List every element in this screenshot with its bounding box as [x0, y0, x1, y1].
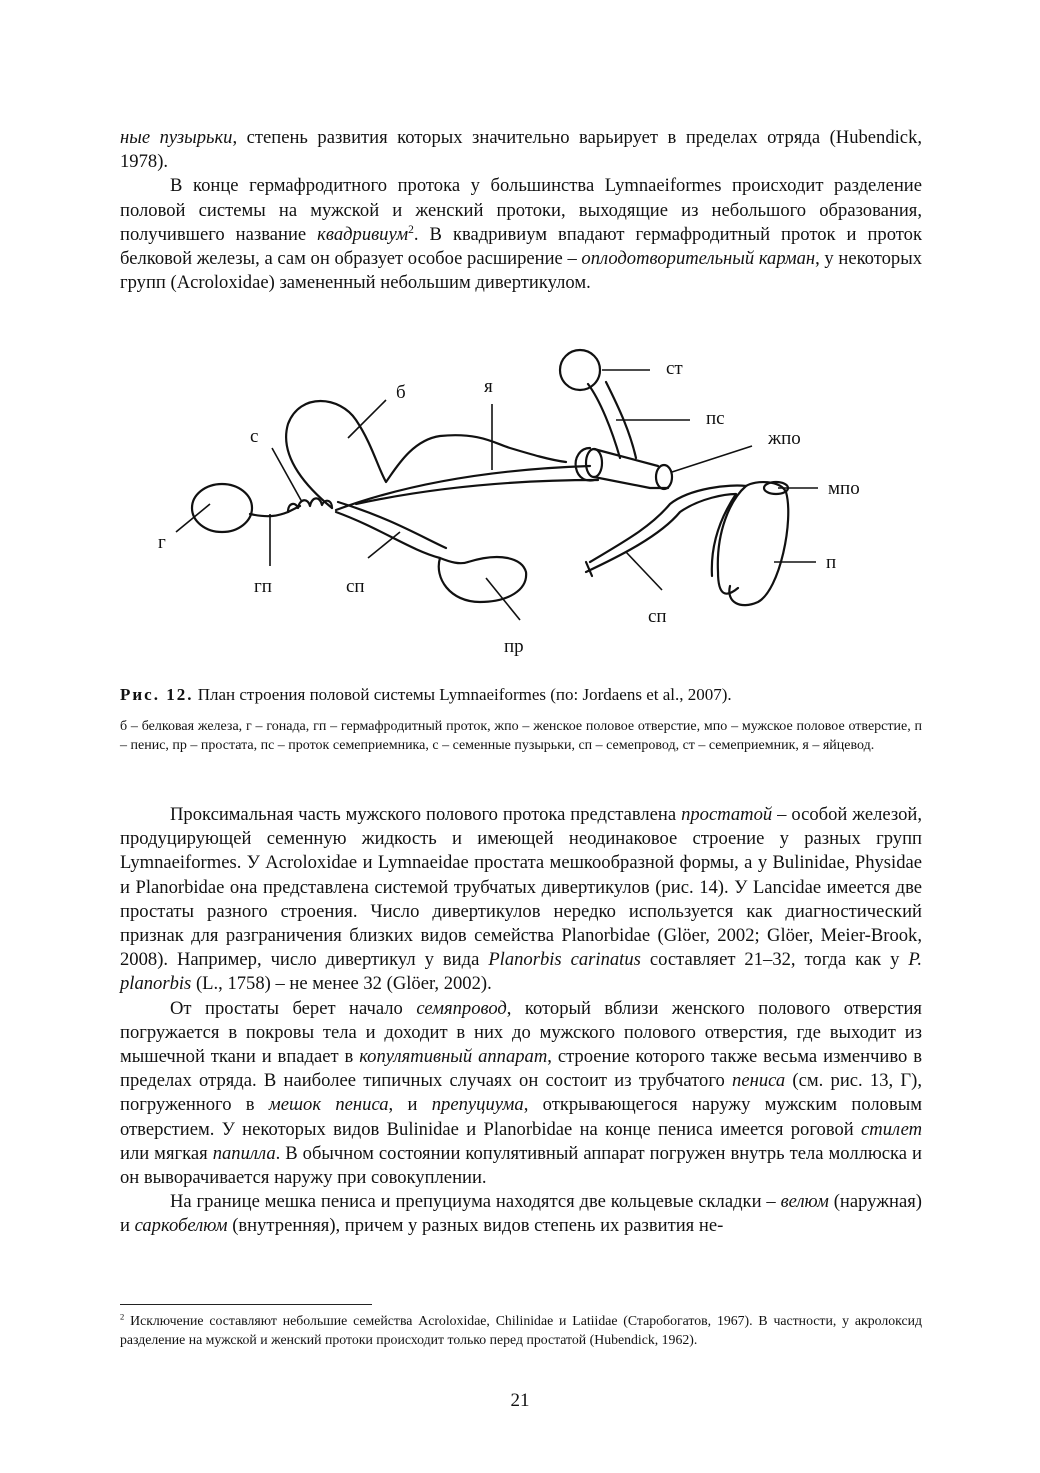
- footnote: [120, 1311, 922, 1349]
- label-sp2: сп: [648, 606, 667, 627]
- paragraph-text: (наружная) и: [120, 1191, 922, 1237]
- label-ya: я: [484, 376, 493, 397]
- page-number: 21: [510, 1390, 530, 1411]
- vas-deferens-inner: [586, 494, 736, 576]
- italic-term: P. planorbis: [120, 949, 922, 995]
- paragraph-text: или мягкая: [120, 1142, 213, 1164]
- gonad-shape: [192, 484, 252, 532]
- paragraph-text: На границе мешка пениса и препуциума находятся две кольцевые складки –: [170, 1191, 781, 1213]
- sperm-duct-inner: [338, 502, 446, 548]
- top-text: [120, 126, 922, 295]
- paragraph-text: , степень развития которых значительно варьирует в пределах отряда (Hubendick, 1978).: [120, 127, 923, 173]
- paragraph-text: В конце гермафродитного протока у большинства Lymnaeiformes происходит разделение половой системы на мужской и женский протоки, выходящие из небольшого образования, получившего название: [120, 175, 922, 245]
- italic-term: квадривиум: [317, 223, 409, 245]
- paragraph-text: От простаты берет начало: [170, 997, 417, 1019]
- italic-term: Planorbis carinatus: [488, 949, 641, 971]
- paragraph-text: , у некоторых групп (Acroloxidae) замененный небольшим дивертикулом.: [120, 248, 922, 294]
- italic-term: оплодотворительный карман: [581, 248, 816, 270]
- italic-term: простатой: [681, 804, 773, 825]
- quadrivium-ring: [586, 449, 602, 477]
- paragraph-text: . В обычном состоянии копулятивный аппарат погружен внутрь тела моллюска и он выворачивается наружу при совокуплении.: [120, 1142, 922, 1189]
- figure-label: Рис. 12.: [120, 685, 194, 704]
- figure-12: [150, 340, 890, 670]
- paragraph-5: [120, 1190, 922, 1238]
- female-opening-shape: [656, 465, 672, 489]
- italic-term: мешок пениса: [268, 1094, 389, 1116]
- paragraph-text: . В квадривиум впадают гермафродитный проток и проток белковой железы, а сам он образует особое расширение –: [120, 223, 922, 270]
- italic-term: копулятивный аппарат: [359, 1046, 548, 1068]
- label-b: б: [396, 382, 406, 403]
- label-mpo: мпо: [828, 478, 860, 499]
- italic-term: семяпровод: [416, 997, 507, 1019]
- leader-s: [272, 448, 302, 502]
- paragraph-text: , и: [388, 1094, 432, 1116]
- penis-sheath-shape: [729, 482, 788, 605]
- reproductive-system-diagram: [150, 340, 890, 670]
- paragraph-text: , открывающегося наружу мужским половым отверстием. У некоторых видов Bulinidae и Planorbidae на конце пениса имеется роговой: [120, 1094, 922, 1140]
- hermaphroditic-duct: [250, 506, 300, 516]
- label-zhpo: жпо: [768, 428, 801, 449]
- label-st: ст: [666, 358, 683, 379]
- italic-term: ные пузырьки: [120, 127, 233, 148]
- italic-term: велюм: [780, 1191, 829, 1213]
- prostate-shape: [439, 557, 526, 602]
- paragraph-3: [120, 803, 922, 997]
- paragraph-text: – особой железой, продуцирующей семенную жидкость и имеющей неодинаковое строение у разных групп Lymnaeiformes. У Acroloxidae и Lymnaeidae простата мешкообразной формы, а у Bulinidae, Physidae и Planorbidae она представлена системой трубчатых дивертикулов (рис. 14). У Lancidae имеется две простаты разного строения. Число дивертикулов нередко используется как диагностический признак для разграничения близких видов семейства Planorbidae (Glöer, 2002; Glöer, Meier-Brook, 2008). Например, число дивертикул у вида: [120, 804, 922, 971]
- footnote-rule: [120, 1304, 372, 1305]
- paragraph-1: [120, 126, 922, 174]
- italic-term: саркобелюм: [134, 1215, 228, 1237]
- label-pr: пр: [504, 636, 524, 657]
- body-text: [120, 803, 922, 1239]
- paragraph-text: Проксимальная часть мужского полового протока представлена: [170, 804, 682, 825]
- italic-term: пениса: [732, 1070, 786, 1092]
- italic-term: стилет: [861, 1118, 922, 1140]
- label-gp: гп: [254, 576, 272, 597]
- italic-term: препуциума: [431, 1094, 524, 1116]
- label-sp1: сп: [346, 576, 365, 597]
- figure-caption: [120, 684, 922, 706]
- leader-pr: [486, 578, 520, 620]
- footnote-text: Исключение составляют небольшие семейства Acroloxidae, Chilinidae и Latiidae (Старобогатов, 1967). В частности, у акролоксид разделение на мужской и женский протоки происходит только перед простатой (Hubendick, 1962).: [120, 1313, 922, 1347]
- sperm-duct-body: [336, 512, 468, 563]
- footnote-mark: 2: [120, 1311, 125, 1322]
- paragraph-text: , строение которого также весьма изменчиво в пределах отряда. В наиболее типичных случаях он состоит из трубчатого: [120, 1046, 922, 1092]
- leader-zhpo: [672, 446, 752, 472]
- italic-term: папилла: [212, 1142, 276, 1164]
- label-s: с: [250, 426, 259, 447]
- footnote-ref: 2: [408, 223, 414, 236]
- paragraph-text: (см. рис. 13, Г), погруженного в: [120, 1070, 922, 1116]
- label-p: п: [826, 552, 837, 573]
- leader-b: [348, 400, 386, 438]
- seminal-vesicles-shape: [288, 498, 332, 512]
- figure-legend: б – белковая железа, г – гонада, гп – гермафродитный проток, жпо – женское половое отверстие, мпо – мужское половое отверстие, п – пенис, пр – простата, пс – проток семеприемника, с – семенные пузырьки, сп – семепровод, ст – семеприемник, я – яйцевод.: [120, 719, 922, 753]
- paragraph-text: , который вблизи женского полового отверстия погружается в покровы тела и доходит в них до мужского полового отверстия, где выходит из мышечной ткани и впадает в: [120, 997, 922, 1068]
- figure-title: План строения половой системы Lymnaeiformes (по: Jordaens et al., 2007).: [193, 685, 732, 704]
- leader-sp1: [368, 532, 400, 558]
- paragraph-text: (внутренняя), причем у разных видов степень их развития не-: [227, 1215, 724, 1237]
- paragraph-text: (L., 1758) – не менее 32 (Glöer, 2002).: [191, 973, 492, 995]
- paragraph-2: [120, 174, 922, 295]
- paragraph-4: [120, 997, 922, 1191]
- label-ps: пс: [706, 408, 725, 429]
- label-g: г: [158, 532, 166, 553]
- paragraph-text: составляет 21–32, тогда как у: [640, 949, 909, 971]
- spermatheca-shape: [560, 350, 600, 390]
- vas-deferens-outer: [590, 486, 746, 594]
- leader-sp2: [626, 552, 662, 590]
